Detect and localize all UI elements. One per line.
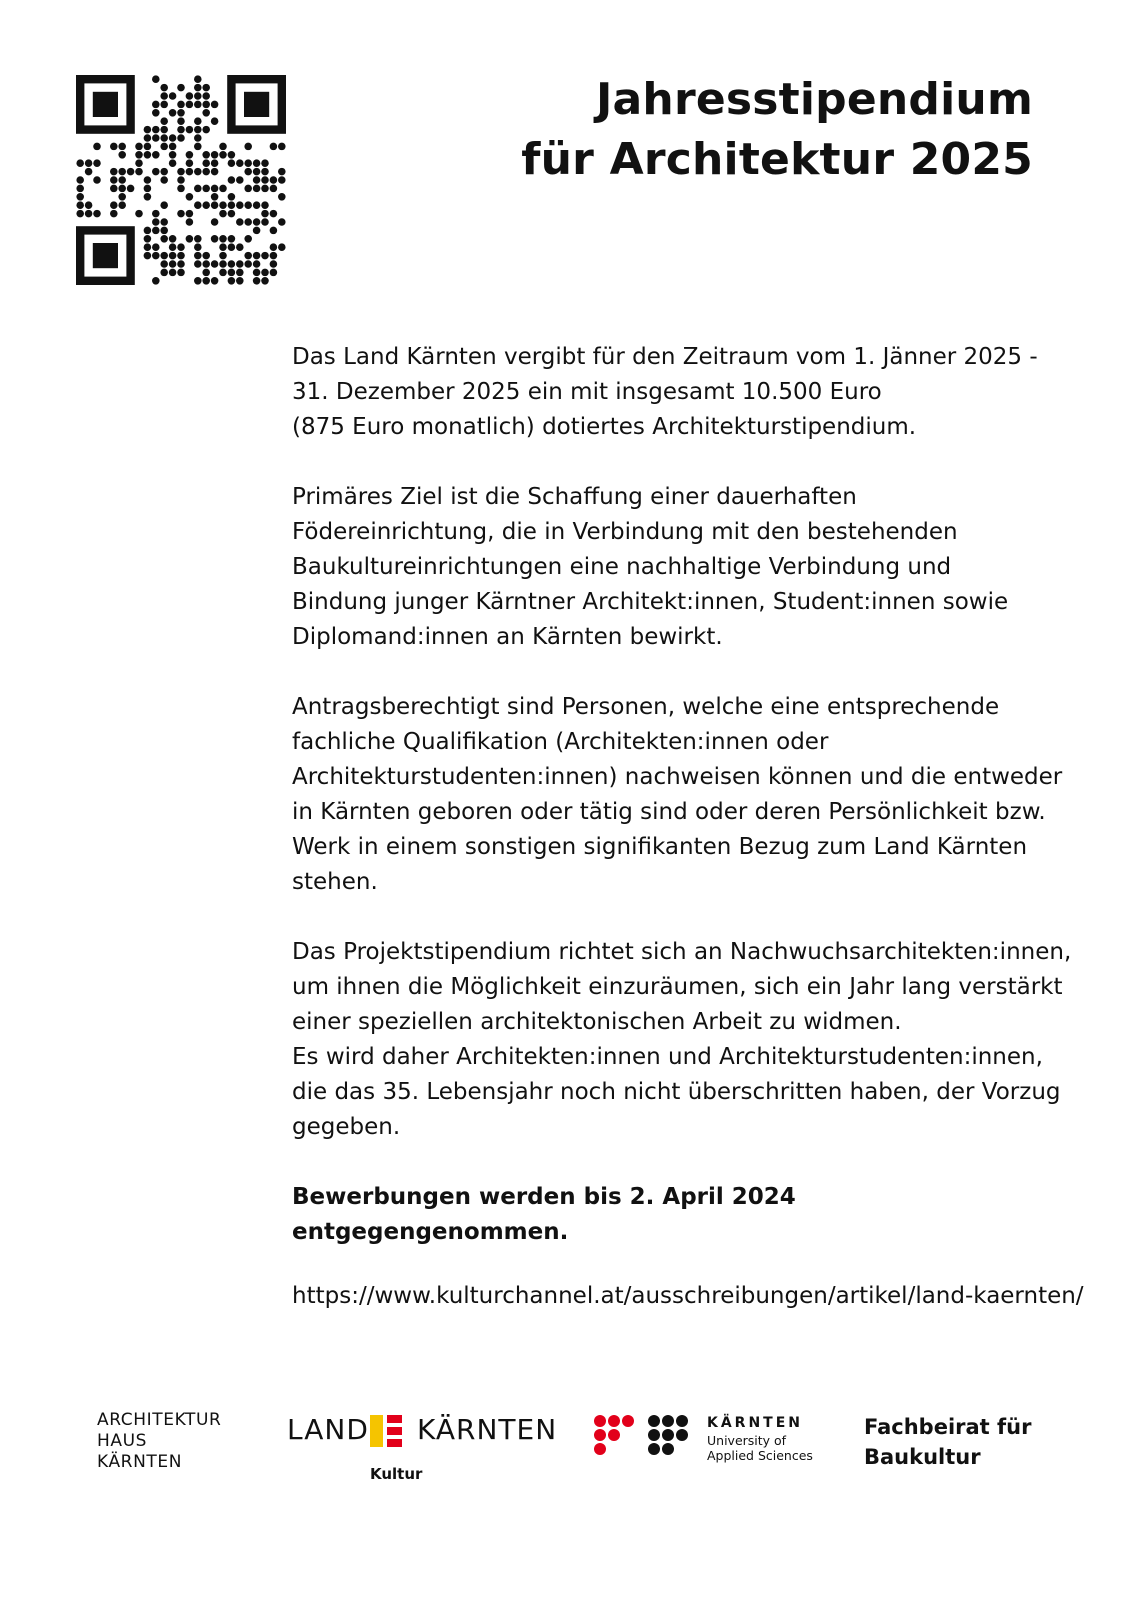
- paragraph-3: [292, 690, 1063, 900]
- text-line: Das Land Kärnten vergibt für den Zeitraum vom 1. Jänner 2025 -: [292, 344, 1038, 370]
- fh-dots-icon: [592, 1413, 702, 1473]
- text-line: Antragsberechtigt sind Personen, welche eine entsprechende: [292, 694, 1000, 720]
- architekturhaus-kaernten-logo: [97, 1410, 221, 1473]
- announcement-body: [292, 340, 1084, 1314]
- text-line: einer speziellen architektonischen Arbeit zu widmen.: [292, 1009, 902, 1035]
- text-line: Baukultureinrichtungen eine nachhaltige Verbindung und: [292, 554, 952, 580]
- paragraph-4: [292, 935, 1072, 1145]
- fh-subtitle-1: University of: [707, 1433, 787, 1448]
- land-word: LAND: [287, 1413, 369, 1446]
- text-line: Werk in einem sonstigen signifikanten Bezug zum Land Kärnten: [292, 834, 1028, 860]
- text-line: Es wird daher Architekten:innen und Architekturstudenten:innen,: [292, 1044, 1043, 1070]
- deadline-notice: Bewerbungen werden bis 2. April 2024 entgegengenommen.: [292, 1184, 796, 1245]
- text-line: um ihnen die Möglichkeit einzuräumen, sich ein Jahr lang verstärkt: [292, 974, 1063, 1000]
- text-line: 31. Dezember 2025 ein mit insgesamt 10.500 Euro: [292, 379, 882, 405]
- title-line-2: für Architektur 2025: [521, 134, 1033, 185]
- logo-text-line: Fachbeirat für: [864, 1415, 1032, 1439]
- kultur-label: Kultur: [370, 1465, 423, 1483]
- text-line: Das Projektstipendium richtet sich an Nachwuchsarchitekten:innen,: [292, 939, 1072, 965]
- text-line: (875 Euro monatlich) dotiertes Architekturstipendium.: [292, 414, 917, 440]
- footer-logos: [0, 1400, 1127, 1520]
- text-line: fachliche Qualifikation (Architekten:innen oder: [292, 729, 829, 755]
- text-line: die das 35. Lebensjahr noch nicht überschritten haben, der Vorzug: [292, 1079, 1061, 1105]
- title-line-1: Jahresstipendium: [595, 74, 1033, 125]
- paragraph-2: [292, 480, 1052, 655]
- info-link[interactable]: https://www.kulturchannel.at/ausschreibungen/artikel/land-kaernten/: [292, 1283, 1084, 1309]
- text-line: stehen.: [292, 869, 378, 895]
- fh-name: KÄRNTEN: [707, 1415, 804, 1431]
- fh-subtitle-2: Applied Sciences: [707, 1448, 813, 1463]
- kaernten-word: KÄRNTEN: [417, 1413, 558, 1446]
- text-line: gegeben.: [292, 1114, 401, 1140]
- paragraph-1: [292, 340, 1052, 445]
- logo-text-line: HAUS: [97, 1431, 148, 1451]
- logo-text-line: KÄRNTEN: [97, 1452, 183, 1472]
- logo-text-line: Baukultur: [864, 1445, 981, 1469]
- text-line: in Kärnten geboren oder tätig sind oder deren Persönlichkeit bzw.: [292, 799, 1046, 825]
- logo-text-line: ARCHITEKTUR: [97, 1410, 222, 1430]
- fachbeirat-baukultur-logo: [864, 1412, 1031, 1472]
- carinthia-flag-icon: [370, 1415, 402, 1447]
- text-line: Primäres Ziel ist die Schaffung einer dauerhaften: [292, 484, 857, 510]
- fh-kaernten-logo: [592, 1413, 812, 1473]
- text-line: Architekturstudenten:innen) nachweisen können und die entweder: [292, 764, 1063, 790]
- text-line: Födereinrichtung, die in Verbindung mit den bestehenden: [292, 519, 958, 545]
- text-line: Bindung junger Kärntner Architekt:innen, Student:innen sowie: [292, 589, 1009, 615]
- text-line: Diplomand:innen an Kärnten bewirkt.: [292, 624, 723, 650]
- page-title: [521, 70, 1033, 190]
- qr-code-icon[interactable]: [76, 75, 286, 285]
